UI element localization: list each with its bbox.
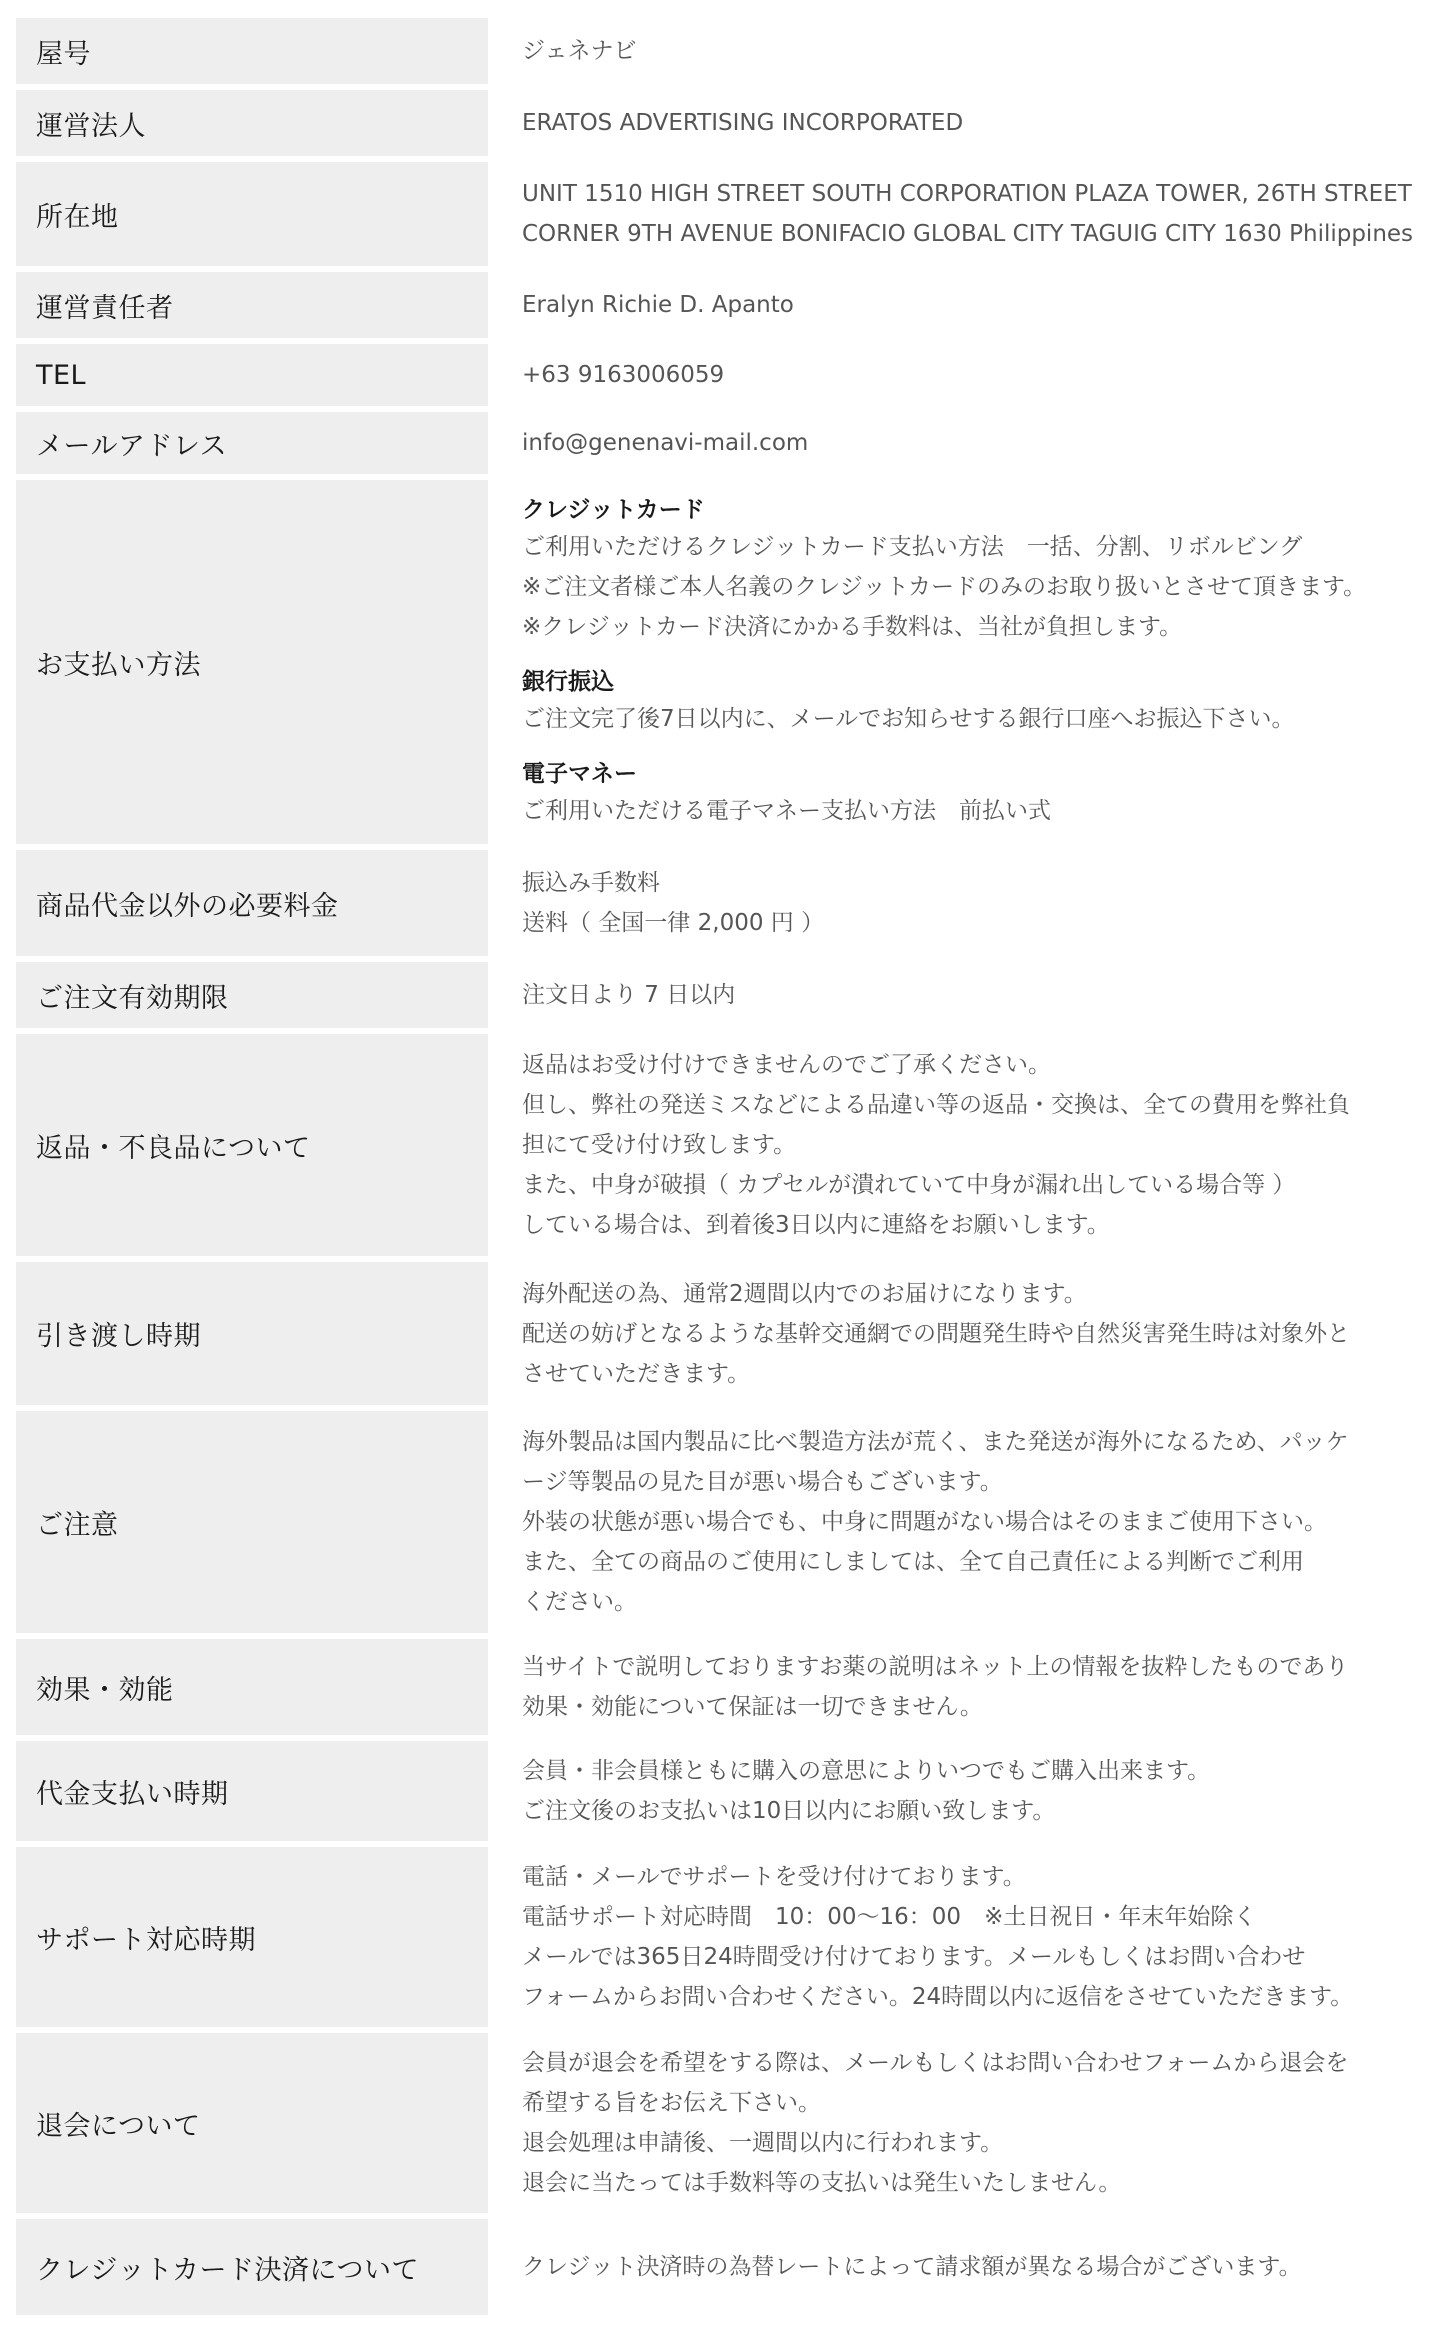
value-line: ください。 (522, 1589, 637, 1615)
info-row (16, 1847, 1450, 2027)
value-line: 電話サポート対応時間 10：00〜16：00 ※土日祝日・年末年始除く (522, 1904, 1257, 1930)
row-label: 商品代金以外の必要料金 (16, 850, 488, 956)
info-row (16, 412, 1450, 474)
value-line: また、中身が破損（ カプセルが潰れていて中身が漏れ出している場合等 ） (522, 1172, 1296, 1198)
value-line: 会員・非会員様ともに購入の意思によりいつでもご購入出来ます。 (522, 1758, 1211, 1784)
info-row (16, 1639, 1450, 1735)
row-value (488, 90, 1450, 156)
value-line: ERATOS ADVERTISING INCORPORATED (522, 110, 964, 136)
info-row (16, 1741, 1450, 1841)
value-line: フォームからお問い合わせください。24時間以内に返信をさせていただきます。 (522, 1984, 1354, 2010)
row-label: 返品・不良品について (16, 1034, 488, 1256)
value-line: 外装の状態が悪い場合でも、中身に問題がない場合はそのままご使用下さい。 (522, 1509, 1327, 1535)
info-row (16, 1411, 1450, 1633)
value-line: 返品はお受け付けできませんのでご了承ください。 (522, 1052, 1051, 1078)
info-row (16, 344, 1450, 406)
row-value (488, 2219, 1450, 2315)
value-line: 注文日より 7 日以内 (522, 982, 736, 1008)
row-label: 引き渡し時期 (16, 1262, 488, 1405)
row-label: サポート対応時期 (16, 1847, 488, 2027)
value-line: 担にて受け付け致します。 (522, 1132, 797, 1158)
info-row (16, 1034, 1450, 1256)
section-heading: クレジットカード (522, 497, 705, 523)
value-line: 効果・効能について保証は一切できません。 (522, 1694, 983, 1720)
value-line: 振込み手数料 (522, 870, 660, 896)
value-line: している場合は、到着後3日以内に連絡をお願いします。 (522, 1212, 1110, 1238)
value-line: 当サイトで説明しておりますお薬の説明はネット上の情報を抜粋したものであり (522, 1654, 1349, 1680)
info-row (16, 850, 1450, 956)
value-line: 但し、弊社の発送ミスなどによる品違い等の返品・交換は、全ての費用を弊社負 (522, 1092, 1350, 1118)
value-line: 退会に当たっては手数料等の支払いは発生いたしません。 (522, 2170, 1122, 2196)
row-label: ご注意 (16, 1411, 488, 1633)
row-label: クレジットカード決済について (16, 2219, 488, 2315)
value-line: ジェネナビ (522, 38, 637, 64)
info-row (16, 962, 1450, 1028)
info-row (16, 1262, 1450, 1405)
row-value (488, 162, 1450, 266)
row-label: 代金支払い時期 (16, 1741, 488, 1841)
row-value (488, 272, 1450, 338)
value-line: ご注文完了後7日以内に、メールでお知らせする銀行口座へお振込下さい。 (522, 706, 1295, 732)
value-line: させていただきます。 (522, 1360, 751, 1387)
value-line: ージ等製品の見た目が悪い場合もございます。 (522, 1469, 1003, 1495)
value-line: メールでは365日24時間受け付けております。メールもしくはお問い合わせ (522, 1944, 1306, 1970)
row-label: 効果・効能 (16, 1639, 488, 1735)
value-line: 海外配送の為、通常2週間以内でのお届けになります。 (522, 1280, 1087, 1307)
row-value (488, 1034, 1450, 1256)
row-label: 所在地 (16, 162, 488, 266)
value-line: ご注文後のお支払いは10日以内にお願い致します。 (522, 1798, 1056, 1824)
info-row (16, 162, 1450, 266)
row-value (488, 344, 1450, 406)
row-value (488, 480, 1450, 844)
value-line: Eralyn Richie D. Apanto (522, 292, 794, 318)
info-row (16, 2219, 1450, 2315)
row-value (488, 1411, 1450, 1633)
row-value (488, 1639, 1450, 1735)
value-line: ご利用いただけるクレジットカード支払い方法 一括、分割、リボルビング (522, 534, 1303, 560)
info-row (16, 18, 1450, 84)
row-label: 屋号 (16, 18, 488, 84)
value-line: ご利用いただける電子マネー支払い方法 前払い式 (522, 798, 1051, 824)
value-line: ※クレジットカード決済にかかる手数料は、当社が負担します。 (522, 614, 1183, 640)
value-line: 退会処理は申請後、一週間以内に行われます。 (522, 2130, 1004, 2156)
value-line: また、全ての商品のご使用にしましては、全て自己責任による判断でご利用 (522, 1549, 1304, 1575)
info-row (16, 272, 1450, 338)
value-line: +63 9163006059 (522, 362, 725, 388)
value-line: 配送の妨げとなるような基幹交通網での問題発生時や自然災害発生時は対象外と (522, 1320, 1350, 1347)
row-label: TEL (16, 344, 488, 406)
value-line: CORNER 9TH AVENUE BONIFACIO GLOBAL CITY TAGUIG CITY 1630 Philippines (522, 221, 1414, 247)
row-label: お支払い方法 (16, 480, 488, 844)
company-info-table (16, 18, 1450, 2315)
row-label: メールアドレス (16, 412, 488, 474)
info-row (16, 2033, 1450, 2213)
value-line: 会員が退会を希望をする際は、メールもしくはお問い合わせフォームから退会を (522, 2050, 1349, 2076)
row-value (488, 1847, 1450, 2027)
value-line: ※ご注文者様ご本人名義のクレジットカードのみのお取り扱いとさせて頂きます。 (522, 574, 1367, 600)
section-heading: 電子マネー (522, 761, 637, 787)
row-value (488, 412, 1450, 474)
info-row (16, 90, 1450, 156)
value-line: 送料（ 全国一律 2,000 円 ） (522, 910, 825, 936)
row-value (488, 1262, 1450, 1405)
value-line: クレジット決済時の為替レートによって請求額が異なる場合がございます。 (522, 2254, 1302, 2280)
row-value (488, 18, 1450, 84)
value-line: UNIT 1510 HIGH STREET SOUTH CORPORATION PLAZA TOWER, 26TH STREET (522, 181, 1412, 207)
row-value (488, 2033, 1450, 2213)
row-label: 運営責任者 (16, 272, 488, 338)
value-line: info@genenavi-mail.com (522, 430, 809, 456)
section-heading: 銀行振込 (522, 669, 614, 695)
row-value (488, 1741, 1450, 1841)
value-line: 海外製品は国内製品に比べ製造方法が荒く、また発送が海外になるため、パッケ (522, 1429, 1349, 1455)
row-label: 退会について (16, 2033, 488, 2213)
row-value (488, 850, 1450, 956)
row-label: ご注文有効期限 (16, 962, 488, 1028)
value-line: 電話・メールでサポートを受け付けております。 (522, 1864, 1026, 1890)
value-line: 希望する旨をお伝え下さい。 (522, 2090, 821, 2116)
row-label: 運営法人 (16, 90, 488, 156)
info-row (16, 480, 1450, 844)
row-value (488, 962, 1450, 1028)
